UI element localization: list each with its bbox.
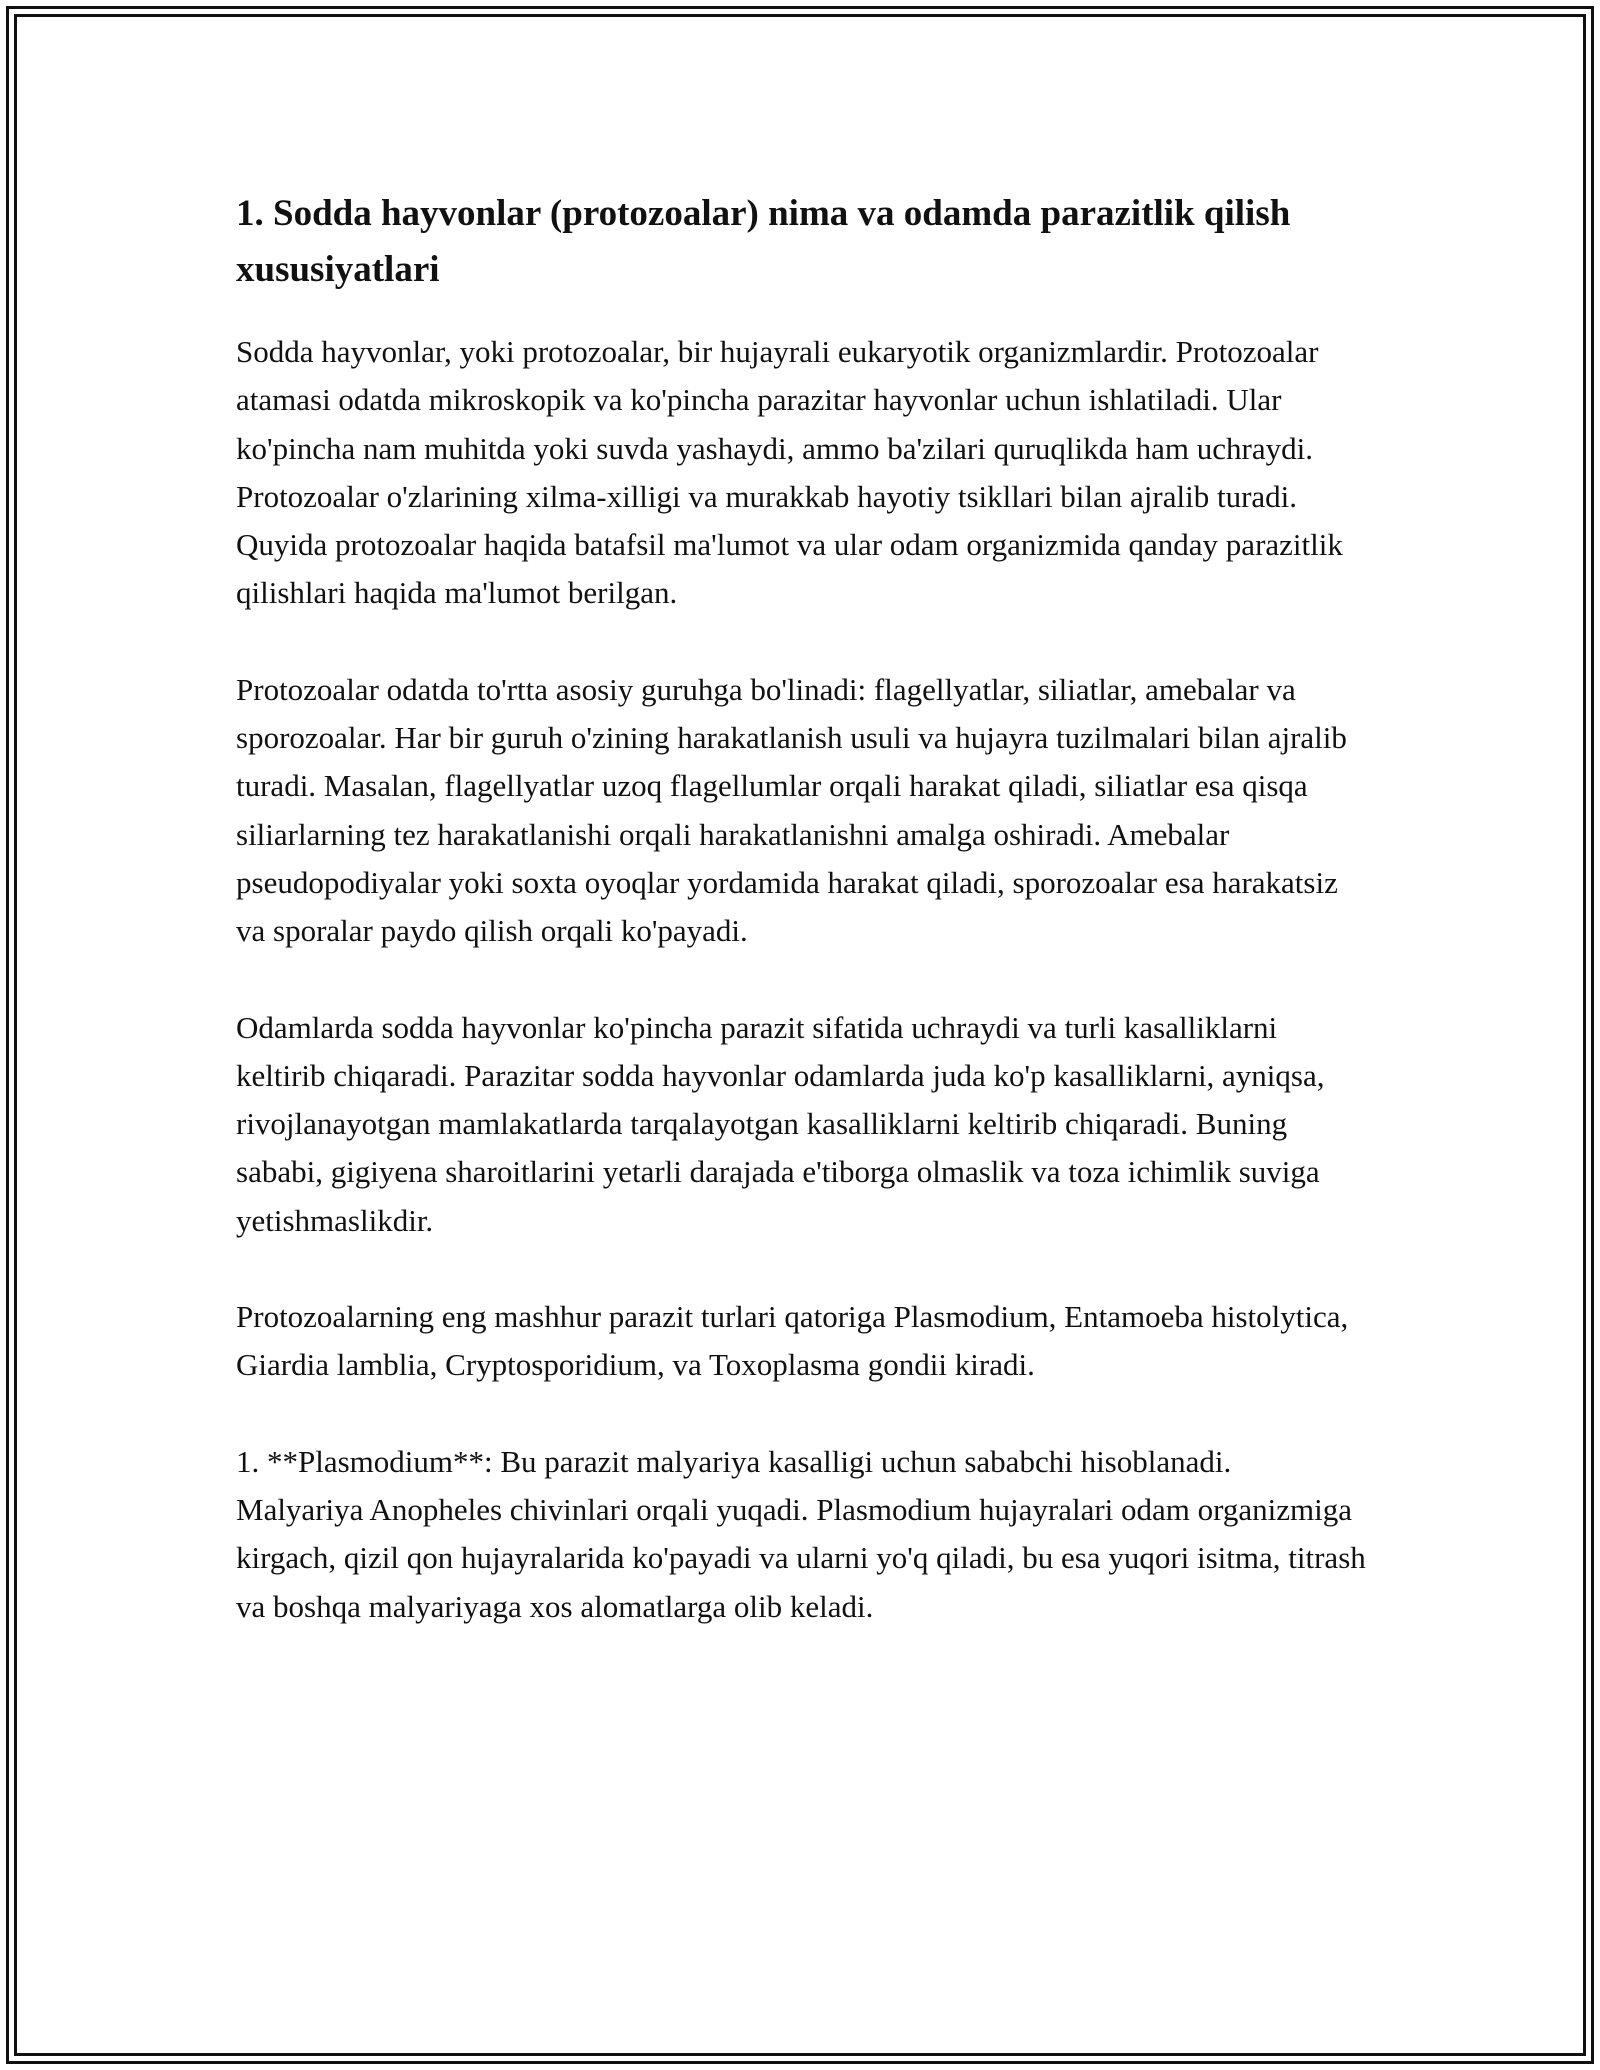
- paragraph-parasitism: Odamlarda sodda hayvonlar ko'pincha parazit sifatida uchraydi va turli kasalliklarni keltirib chiqaradi. Parazitar sodda hayvonlar odamlarda juda ko'p kasalliklarni, ayniqsa, rivojlanayotgan mamlakatlarda tarqalayotgan kasalliklarni keltirib chiqaradi. Buning sababi, gigiyena sharoitlarini yetarli darajada e'tiborga olmaslik va toza ichimlik suviga yetishmaslikdir.: [236, 1009, 1325, 1238]
- paragraph-plasmodium: 1. **Plasmodium**: Bu parazit malyariya kasalligi uchun sababchi hisoblanadi. Malyariya Anopheles chivinlari orqali yuqadi. Plasmodium hujayralari odam organizmiga kirgach, qizil qon hujayralarida ko'payadi va ularni yo'q qiladi, bu esa yuqori isitma, titrash va boshqa malyariyaga xos alomatlarga olib keladi.: [236, 1443, 1366, 1624]
- document-body: [236, 186, 1366, 1631]
- paragraph-intro: Sodda hayvonlar, yoki protozoalar, bir hujayrali eukaryotik organizmlardir. Protozoalar atamasi odatda mikroskopik va ko'pincha parazitar hayvonlar uchun ishlatiladi. Ular ko'pincha nam muhitda yoki suvda yashaydi, ammo ba'zilari quruqlikda ham uchraydi. Protozoalar o'zlarining xilma-xilligi va murakkab hayotiy tsikllari bilan ajralib turadi. Quyida protozoalar haqida batafsil ma'lumot va ular odam organizmida qanday parazitlik qilishlari haqida ma'lumot berilgan.: [236, 334, 1343, 611]
- document-title: 1. Sodda hayvonlar (protozoalar) nima va odamda parazitlik qilish xususiyatlari: [236, 193, 1291, 290]
- paragraph-parasite-types: Protozoalarning eng mashhur parazit turlari qatoriga Plasmodium, Entamoeba histolytica, Giardia lamblia, Cryptosporidium, va Toxoplasma gondii kiradi.: [236, 1299, 1349, 1383]
- paragraph-groups: Protozoalar odatda to'rtta asosiy guruhga bo'linadi: flagellyatlar, siliatlar, amebalar va sporozoalar. Har bir guruh o'zining harakatlanish usuli va hujayra tuzilmalari bilan ajralib turadi. Masalan, flagellyatlar uzoq flagellumlar orqali harakat qiladi, siliatlar esa qisqa siliarlarning tez harakatlanishi orqali harakatlanishni amalga oshiradi. Amebalar pseudopodiyalar yoki soxta oyoqlar yordamida harakat qiladi, sporozoalar esa harakatsiz va sporalar paydo qilish orqali ko'payadi.: [236, 671, 1347, 949]
